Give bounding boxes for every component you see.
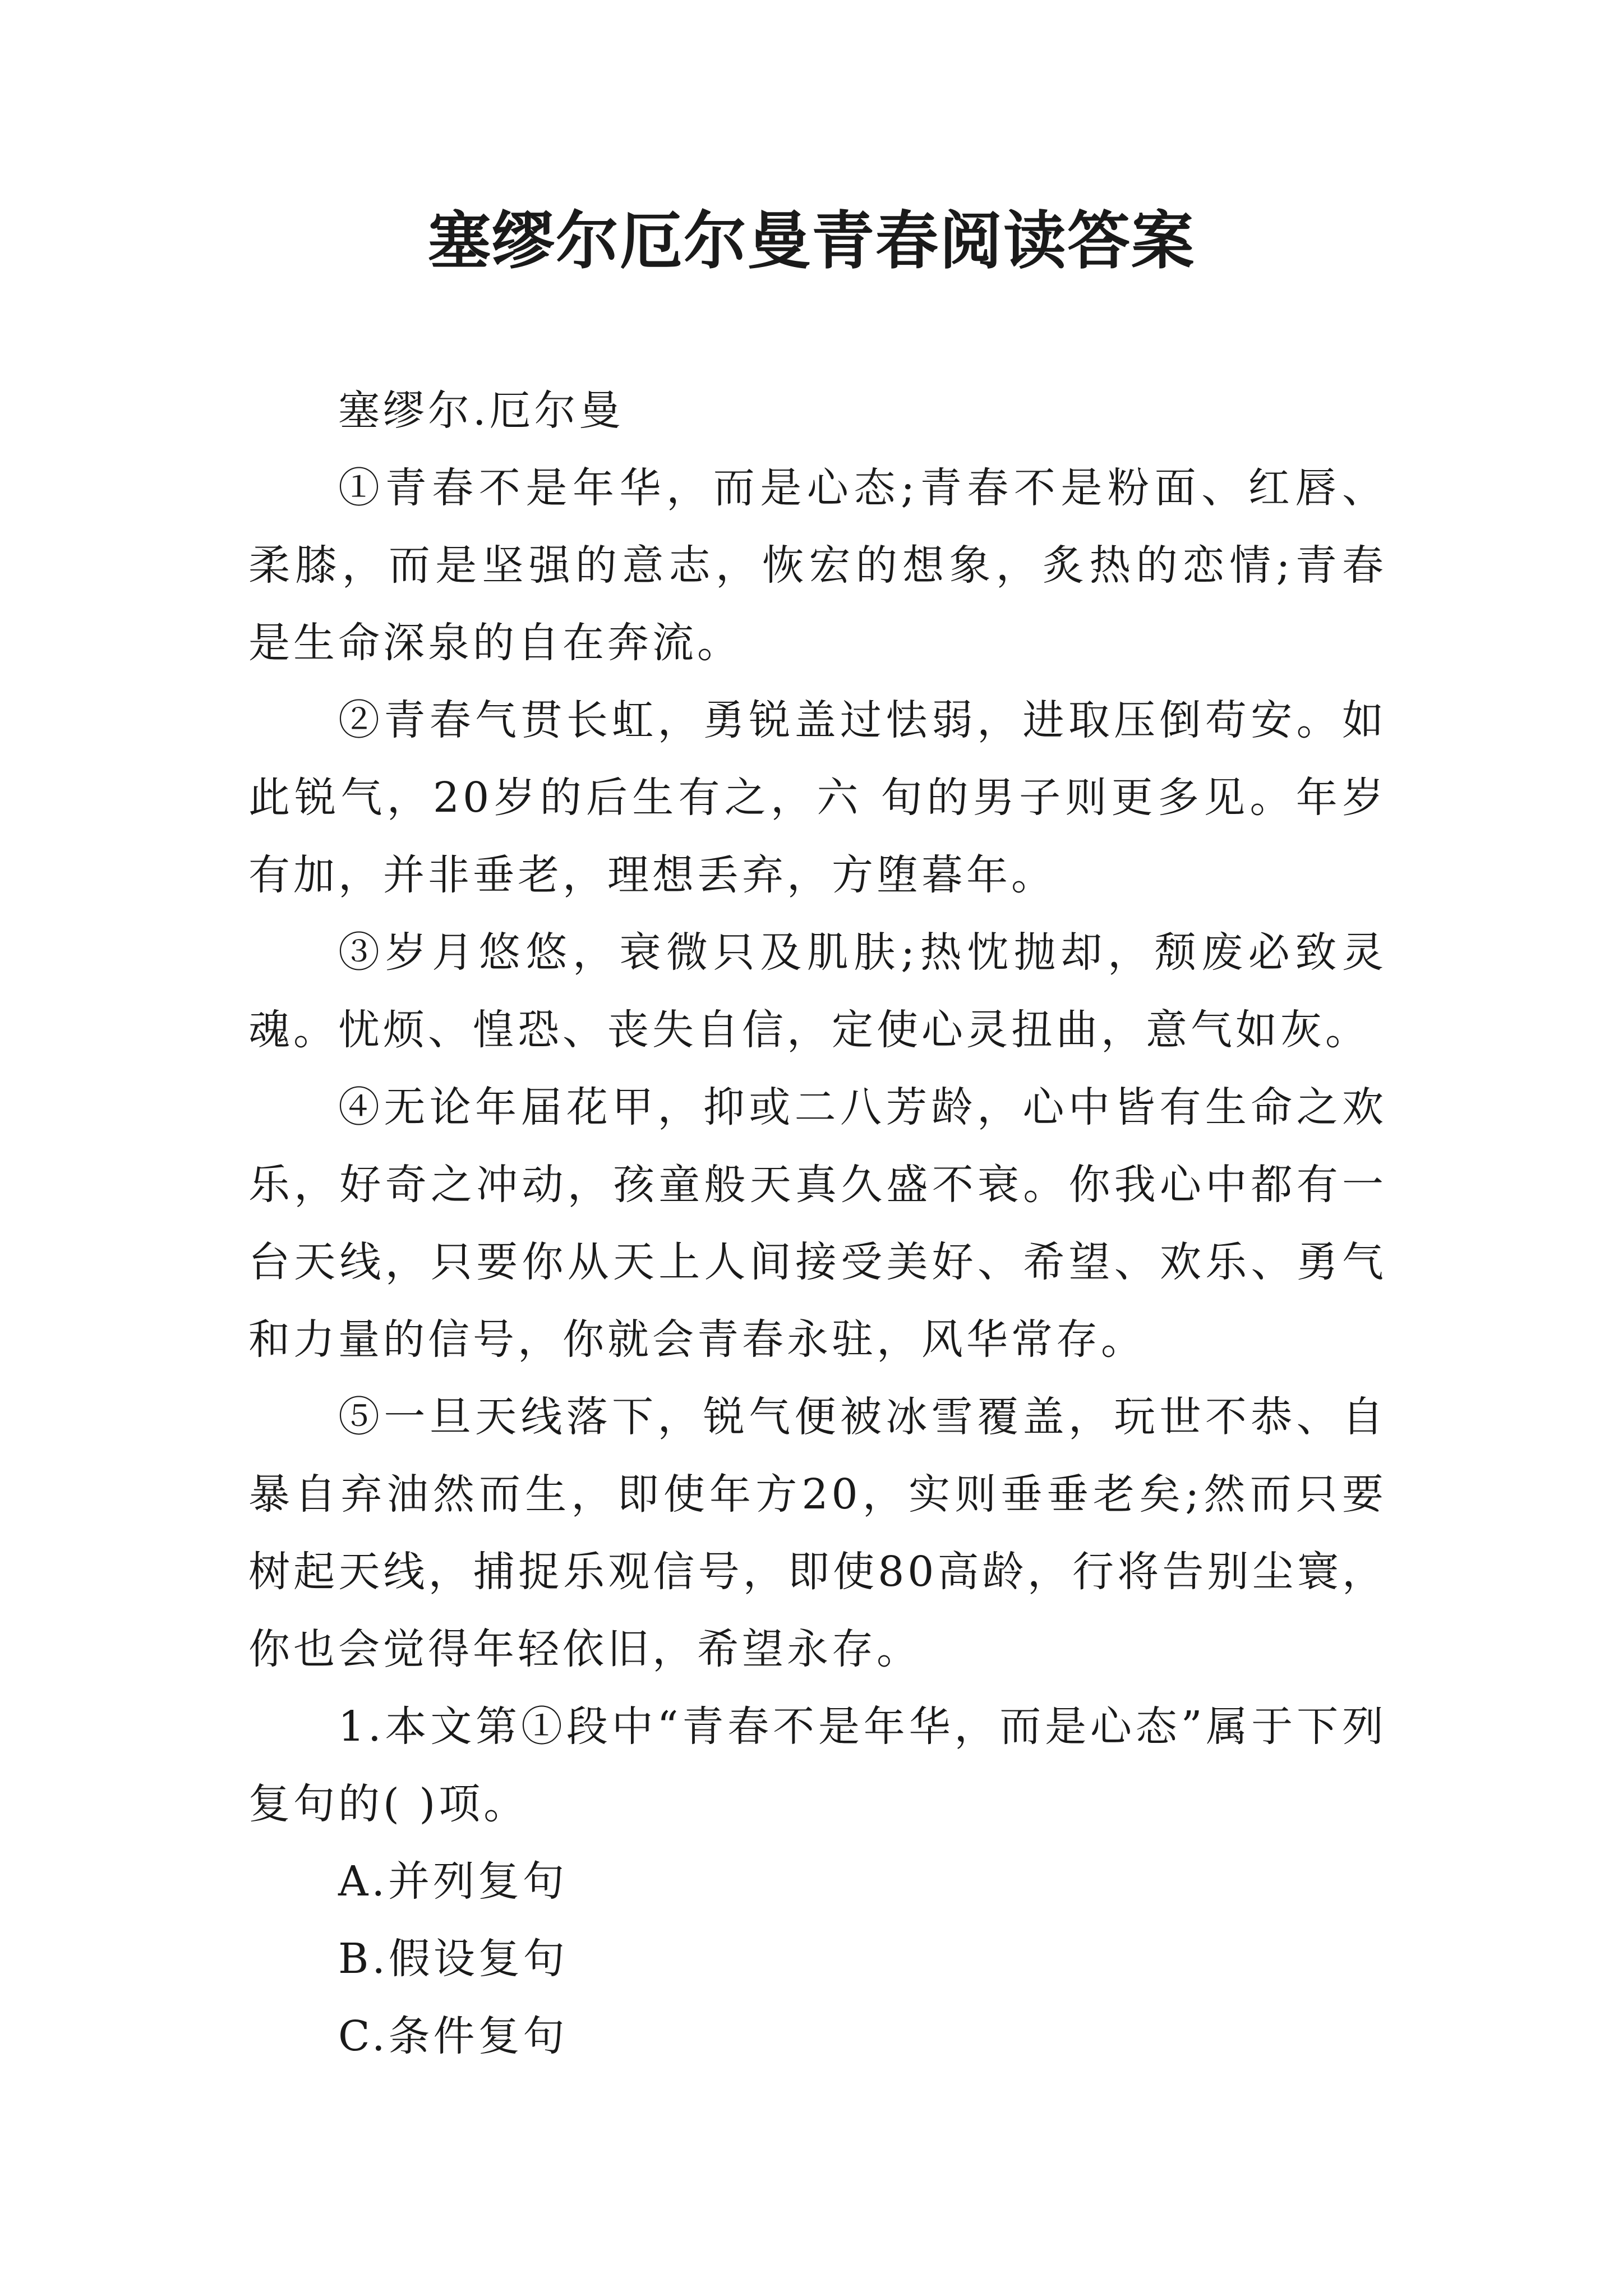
document-title: 塞缪尔厄尔曼青春阅读答案	[428, 204, 1195, 278]
option-a: A.并列复句	[338, 1857, 568, 1906]
document-body	[248, 372, 1387, 2075]
paragraph-1: ①青春不是年华，而是心态;青春不是粉面、红唇、柔膝，而是坚强的意志，恢宏的想象，炙热的恋情;青春是生命深泉的自在奔流。	[248, 464, 1387, 667]
option-c: C.条件复句	[338, 2012, 568, 2060]
paragraph-4: ④无论年届花甲，抑或二八芳龄，心中皆有生命之欢乐，好奇之冲动，孩童般天真久盛不衰。你我心中都有一台天线，只要你从天上人间接受美好、希望、欢乐、勇气和力量的信号，你就会青春永驻，风华常存。	[248, 1083, 1387, 1364]
option-b: B.假设复句	[338, 1935, 568, 1983]
author-line: 塞缪尔.厄尔曼	[338, 386, 624, 435]
paragraph-3: ③岁月悠悠，衰微只及肌肤;热忱抛却，颓废必致灵魂。忧烦、惶恐、丧失自信，定使心灵扭曲，意气如灰。	[248, 928, 1387, 1054]
paragraph-5: ⑤一旦天线落下，锐气便被冰雪覆盖，玩世不恭、自暴自弃油然而生，即使年方20，实则垂垂老矣;然而只要树起天线，捕捉乐观信号，即使80高龄，行将告别尘寰，你也会觉得年轻依旧，希望永存。	[248, 1393, 1387, 1673]
question-1: 1.本文第①段中“青春不是年华，而是心态”属于下列复句的( )项。	[248, 1703, 1387, 1828]
paragraph-2: ②青春气贯长虹，勇锐盖过怯弱，进取压倒苟安。如此锐气，20岁的后生有之，六 旬的男子则更多见。年岁有加，并非垂老，理想丢弃，方堕暮年。	[248, 696, 1387, 899]
